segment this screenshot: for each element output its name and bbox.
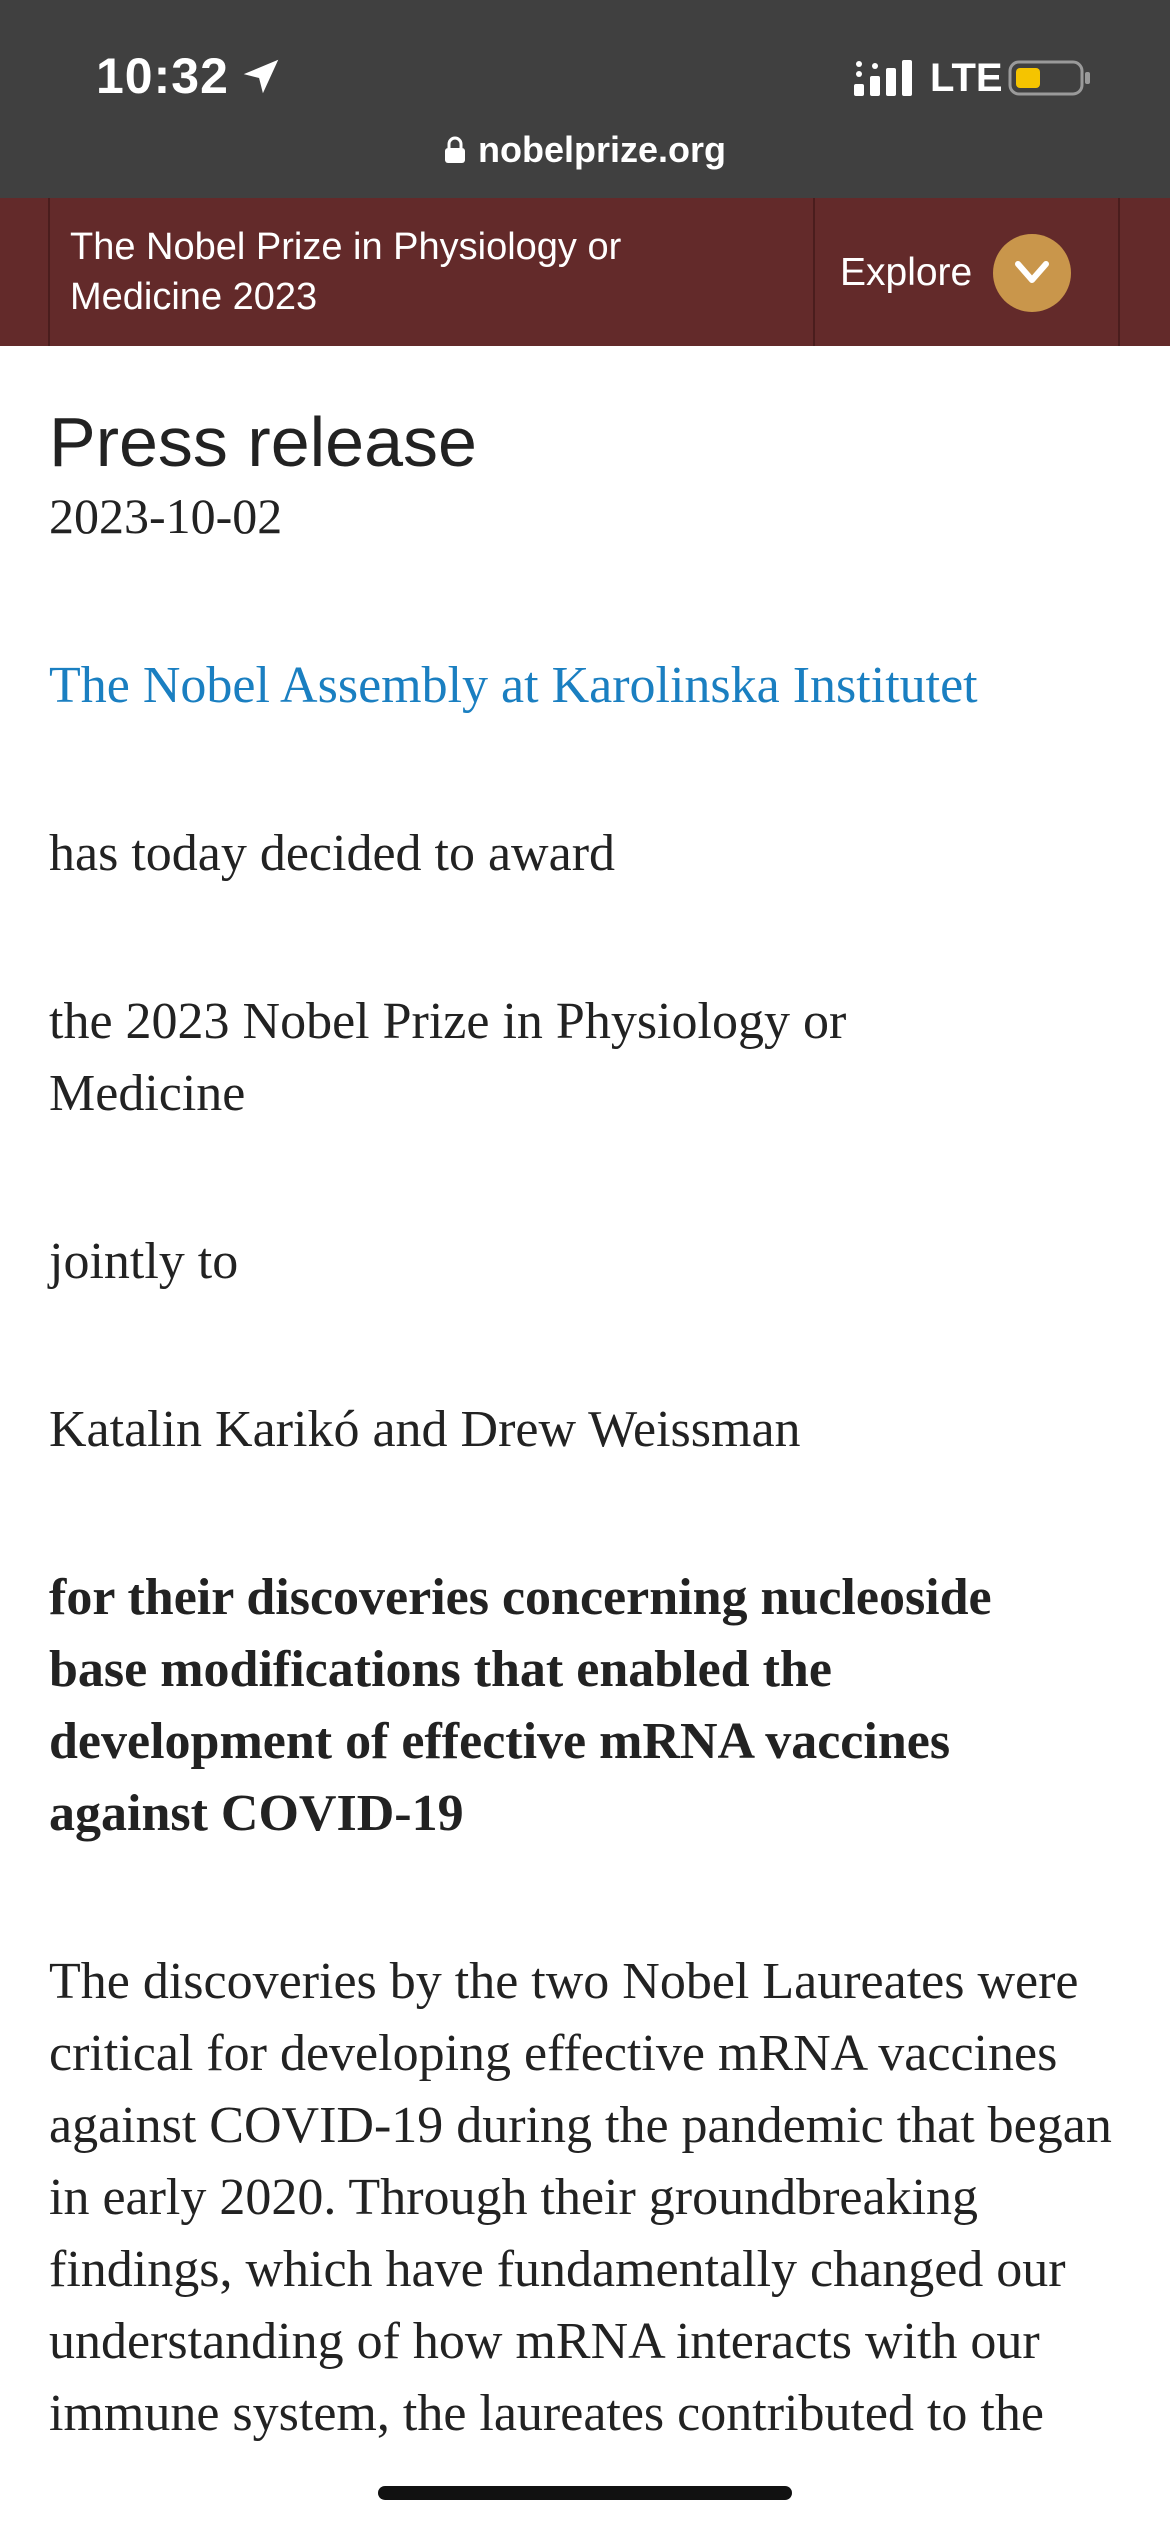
explore-label[interactable]: Explore xyxy=(840,251,973,294)
location-arrow-icon xyxy=(238,54,284,100)
lock-icon xyxy=(444,136,466,164)
laureates-line: Katalin Karikó and Drew Weissman xyxy=(49,1401,801,1458)
prize-line: the 2023 Nobel Prize in Physiology or Medicine xyxy=(49,993,847,1122)
explore-button[interactable] xyxy=(993,234,1071,312)
header-divider xyxy=(813,198,815,346)
site-header xyxy=(0,198,1170,346)
decision-line: has today decided to award xyxy=(49,825,616,882)
header-divider xyxy=(1118,198,1120,346)
network-type: LTE xyxy=(930,56,1003,100)
battery-icon xyxy=(1008,58,1092,98)
header-prize-title[interactable]: The Nobel Prize in Physiology or Medicine 2023 xyxy=(70,226,622,318)
prize-motivation: for their discoveries concerning nucleoside base modifications that enabled the development of effective mRNA vaccines against COVID-19 xyxy=(49,1569,992,1842)
status-time: 10:32 xyxy=(96,48,229,104)
assembly-link[interactable]: The Nobel Assembly at Karolinska Institutet xyxy=(49,657,978,714)
header-divider xyxy=(48,198,50,346)
address-bar[interactable] xyxy=(0,126,1170,174)
body-paragraph: The discoveries by the two Nobel Laureates were critical for developing effective mRNA vaccines against COVID-19 during the pandemic that began in early 2020. Through their groundbreaking findings, which have fundamentally changed our understanding of how mRNA interacts with our immune system, the laureates contributed to the xyxy=(49,1953,1112,2442)
jointly-line: jointly to xyxy=(49,1233,239,1290)
release-date: 2023-10-02 xyxy=(49,488,283,544)
url-text: nobelprize.org xyxy=(477,129,726,170)
cellular-signal-icon xyxy=(852,58,916,98)
chevron-down-icon xyxy=(1012,256,1052,290)
assembly-paragraph xyxy=(49,650,1129,722)
home-indicator[interactable] xyxy=(378,2486,792,2500)
status-and-url-bar xyxy=(0,0,1170,198)
page-title: Press release xyxy=(49,403,477,481)
